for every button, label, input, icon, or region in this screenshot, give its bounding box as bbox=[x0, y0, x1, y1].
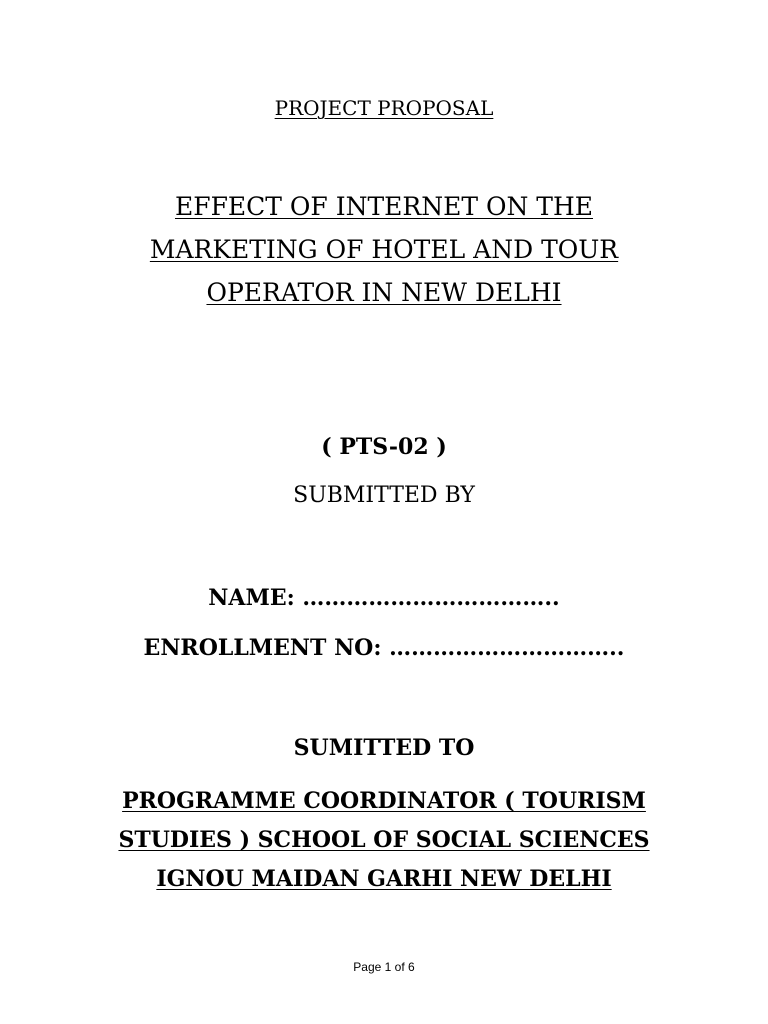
name-field: NAME: …………………………….. bbox=[208, 585, 560, 611]
address-line-1: PROGRAMME COORDINATOR ( TOURISM bbox=[122, 788, 646, 814]
address-line-2: STUDIES ) SCHOOL OF SOCIAL SCIENCES bbox=[118, 827, 650, 853]
title-line-3: OPERATOR IN NEW DELHI bbox=[206, 278, 562, 307]
submitted-to-label: SUMITTED TO bbox=[293, 735, 475, 761]
title-line-1: EFFECT OF INTERNET ON THE bbox=[174, 192, 594, 221]
page-number: Page 1 of 6 bbox=[353, 960, 415, 974]
title-line-2: MARKETING OF HOTEL AND TOUR bbox=[149, 235, 619, 264]
enrollment-field: ENROLLMENT NO: ………………………….. bbox=[143, 635, 625, 661]
document-heading: PROJECT PROPOSAL bbox=[274, 96, 494, 120]
course-code: ( PTS-02 ) bbox=[321, 434, 447, 460]
address-line-3: IGNOU MAIDAN GARHI NEW DELHI bbox=[156, 866, 612, 892]
submitted-by-label: SUBMITTED BY bbox=[293, 483, 475, 508]
